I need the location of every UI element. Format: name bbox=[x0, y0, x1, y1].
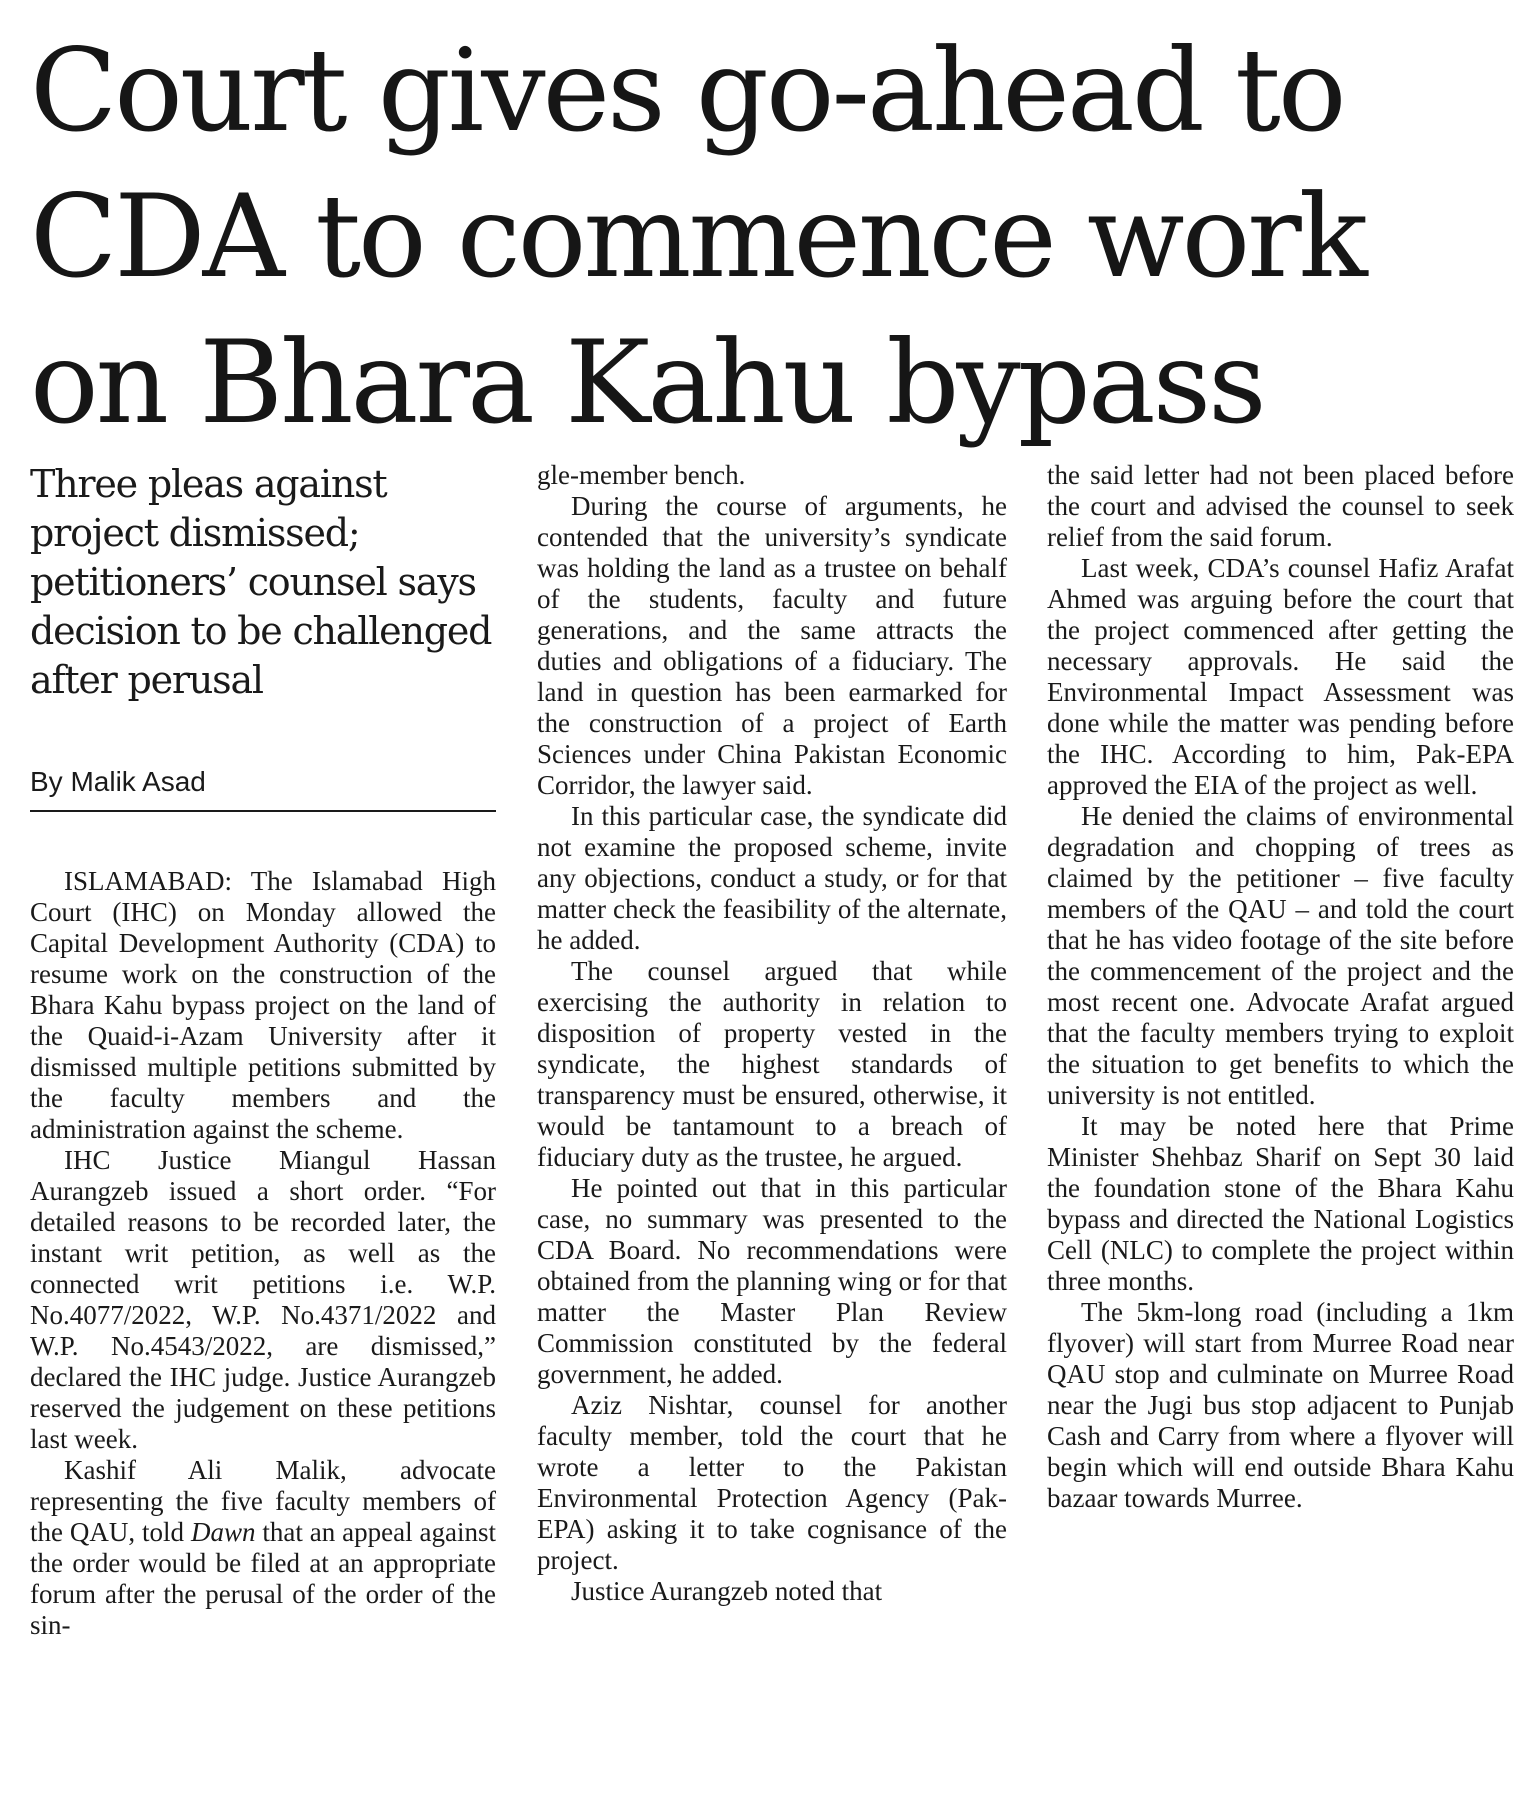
headline-line-1: Court gives go-ahead to bbox=[30, 24, 1344, 157]
paragraph: In this particular case, the syndicate did not examine the proposed scheme, invite any objections, conduct a study, or for that matter check the feasibility of the alternate, he added. bbox=[537, 801, 1007, 955]
paragraph: Aziz Nishtar, counsel for another faculty member, told the court that he wrote a letter to the Pakistan Environmental Protection Agency (Pak-EPA) asking it to take cognisance of the project. bbox=[537, 1390, 1007, 1575]
paragraph-text: that an appeal against the order would be filed at an appropriate forum after the perusal of the order of the sin- bbox=[30, 1517, 496, 1640]
paragraph: The counsel argued that while exercising the authority in relation to disposition of property vested in the syndicate, the highest standards of transparency must be ensured, otherwise, it would be tantamount to a breach of fiduciary duty as the trustee, he argued. bbox=[537, 956, 1007, 1172]
paragraph: ISLAMABAD: The Islamabad High Court (IHC) on Monday allowed the Capital Development Authority (CDA) to resume work on the construction of the Bhara Kahu bypass project on the land of the Quaid-i-Azam University after it dismissed multiple petitions submitted by the faculty members and the administration against the scheme. bbox=[30, 866, 496, 1144]
paragraph-continuation: the said letter had not been placed before the court and advised the counsel to seek relief from the said forum. bbox=[1047, 460, 1514, 552]
paragraph: He pointed out that in this particular case, no summary was presented to the CDA Board. No recommendations were obtained from the planning wing or for that matter the Master Plan Review Commission constituted by the federal government, he added. bbox=[537, 1173, 1007, 1389]
paragraph: Justice Aurangzeb noted that bbox=[571, 1576, 883, 1606]
headline-line-3: on Bhara Kahu bypass bbox=[30, 316, 1264, 449]
newspaper-name: Dawn bbox=[190, 1517, 256, 1547]
paragraph: IHC Justice Miangul Hassan Aurangzeb issued a short order. “For detailed reasons to be recorded later, the instant writ petition, as well as the connected writ petitions i.e. W.P. No.4077/2022, W.P. No.4371/2022 and W.P. No.4543/2022, are dismissed,” declared the IHC judge. Justice Aurangzeb reserved the judgement on these petitions last week. bbox=[30, 1145, 496, 1454]
article-column-2 bbox=[537, 460, 1007, 1607]
paragraph-text: Kashif Ali Malik, advocate representing the five faculty members of the QAU, told bbox=[30, 1455, 496, 1547]
paragraph-continuation: gle-member bench. bbox=[537, 460, 746, 490]
paragraph: Last week, CDA’s counsel Hafiz Arafat Ahmed was arguing before the court that the project commenced after getting the necessary approvals. He said the Environmental Impact Assessment was done while the matter was pending before the IHC. According to him, Pak-EPA approved the EIA of the project as well. bbox=[1047, 553, 1514, 800]
article-column-3 bbox=[1047, 460, 1514, 1514]
paragraph: He denied the claims of environmental degradation and chopping of trees as claimed by the petitioner – five faculty members of the QAU – and told the court that he has video footage of the site before the commencement of the project and the most recent one. Advocate Arafat argued that the faculty members trying to exploit the situation to get benefits to which the university is not entitled. bbox=[1047, 801, 1514, 1110]
paragraph: During the course of arguments, he contended that the university’s syndicate was holding the land as a trustee on behalf of the students, faculty and future generations, and the same attracts the duties and obligations of a fiduciary. The land in question has been earmarked for the construction of a project of Earth Sciences under China Pakistan Economic Corridor, the lawyer said. bbox=[537, 491, 1007, 800]
headline-line-2: CDA to commence work bbox=[30, 170, 1365, 303]
paragraph bbox=[30, 1455, 496, 1641]
byline: By Malik Asad bbox=[30, 766, 496, 812]
paragraph: It may be noted here that Prime Minister Shehbaz Sharif on Sept 30 laid the foundation stone of the Bhara Kahu bypass and directed the National Logistics Cell (NLC) to complete the project within three months. bbox=[1047, 1111, 1514, 1296]
paragraph: The 5km-long road (including a 1km flyover) will start from Murree Road near QAU stop and culminate on Murree Road near the Jugi bus stop adjacent to Punjab Cash and Carry from where a flyover will begin which will end outside Bhara Kahu bazaar towards Murree. bbox=[1047, 1297, 1514, 1513]
article-column-1 bbox=[30, 866, 496, 1641]
headline bbox=[30, 18, 1510, 456]
subheadline: Three pleas against project dismissed; petitioners’ counsel says decision to be challenged after perusal bbox=[30, 462, 492, 702]
